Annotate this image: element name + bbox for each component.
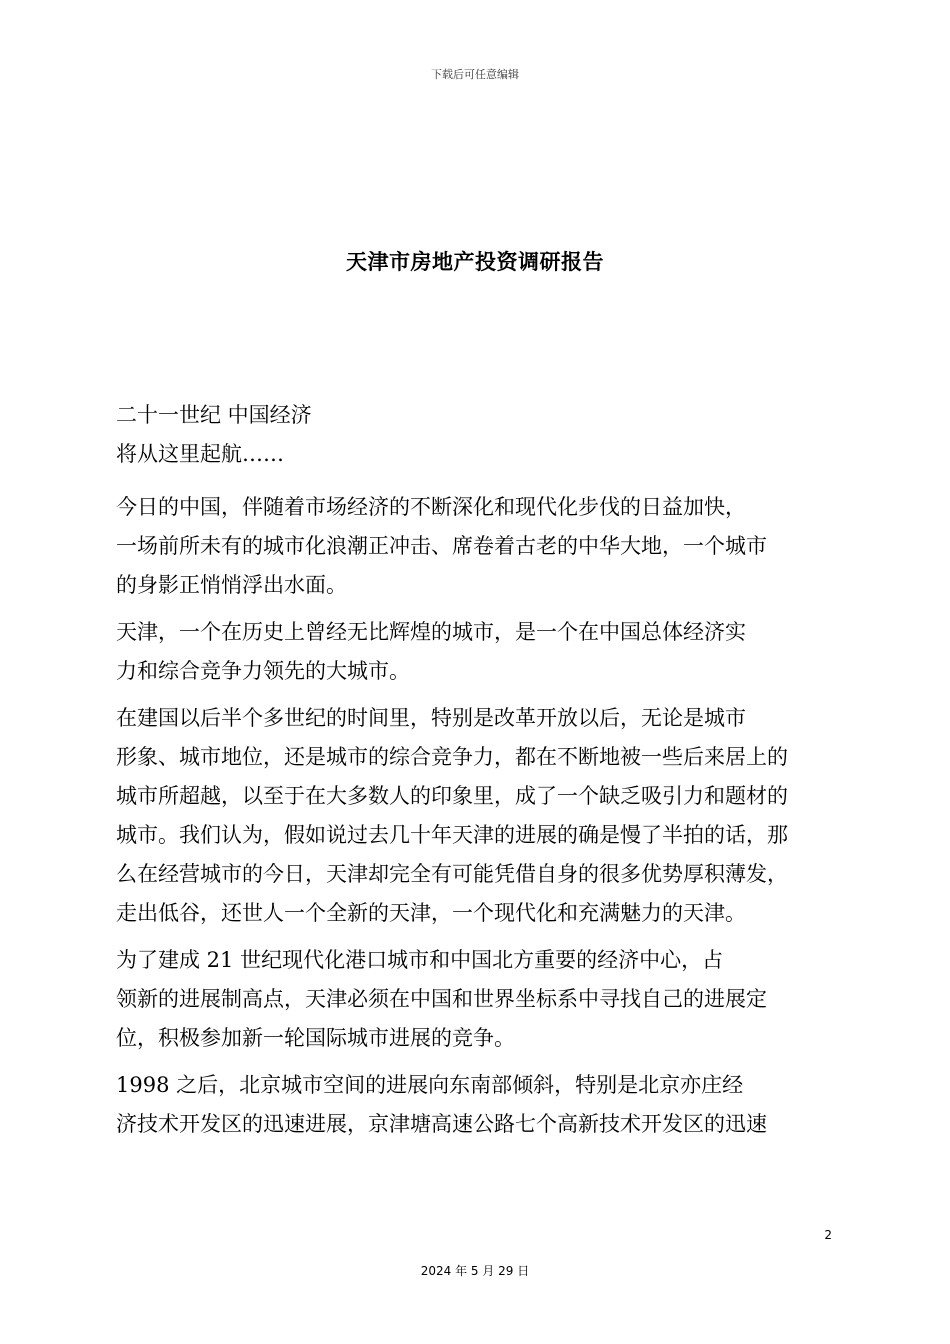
intro-line: 将从这里起航…… (116, 442, 284, 466)
paragraph-line: 在建国以后半个多世纪的时间里，特别是改革开放以后，无论是城市 (116, 706, 746, 730)
paragraph-line: 领新的进展制高点，天津必须在中国和世界坐标系中寻找自己的进展定 (116, 987, 767, 1011)
paragraph-line: 济技术开发区的迅速进展，京津塘高速公路七个高新技术开发区的迅速 (116, 1112, 767, 1136)
paragraph (116, 613, 832, 691)
page-number: 2 (824, 1228, 832, 1242)
paragraph (116, 941, 832, 1058)
document-body (116, 396, 832, 1152)
paragraph-line: 的身影正悄悄浮出水面。 (116, 573, 347, 597)
footer-date: 2024 年 5 月 29 日 (420, 1264, 530, 1278)
paragraph-line: 形象、城市地位，还是城市的综合竞争力，都在不断地被一些后来居上的 (116, 745, 788, 769)
document-title: 天津市房地产投资调研报告 (346, 250, 604, 274)
paragraph-line: 力和综合竞争力领先的大城市。 (116, 659, 410, 683)
paragraph (116, 699, 832, 933)
intro-line: 二十一世纪 中国经济 (116, 403, 312, 427)
paragraph-line: 位，积极参加新一轮国际城市进展的竞争。 (116, 1026, 515, 1050)
paragraph-line: 一场前所未有的城市化浪潮正冲击、席卷着古老的中华大地，一个城市 (116, 534, 767, 558)
paragraph-line: 城市所超越，以至于在大多数人的印象里，成了一个缺乏吸引力和题材的 (116, 784, 788, 808)
header-note: 下载后可任意编辑 (431, 68, 519, 81)
paragraph (116, 1066, 832, 1144)
paragraph-line: 城市。我们认为，假如说过去几十年天津的进展的确是慢了半拍的话，那 (116, 823, 788, 847)
paragraph-line: 今日的中国，伴随着市场经济的不断深化和现代化步伐的日益加快， (116, 495, 746, 519)
paragraph-line: 么在经营城市的今日，天津却完全有可能凭借自身的很多优势厚积薄发， (116, 862, 788, 886)
paragraph (116, 488, 832, 605)
paragraph-line: 走出低谷，还世人一个全新的天津，一个现代化和充满魅力的天津。 (116, 901, 746, 925)
paragraph-line: 天津，一个在历史上曾经无比辉煌的城市，是一个在中国总体经济实 (116, 620, 746, 644)
paragraph-line: 为了建成 21 世纪现代化港口城市和中国北方重要的经济中心，占 (116, 948, 724, 972)
paragraph-line: 1998 之后，北京城市空间的进展向东南部倾斜，特别是北京亦庄经 (116, 1073, 744, 1097)
intro-block (116, 396, 832, 474)
